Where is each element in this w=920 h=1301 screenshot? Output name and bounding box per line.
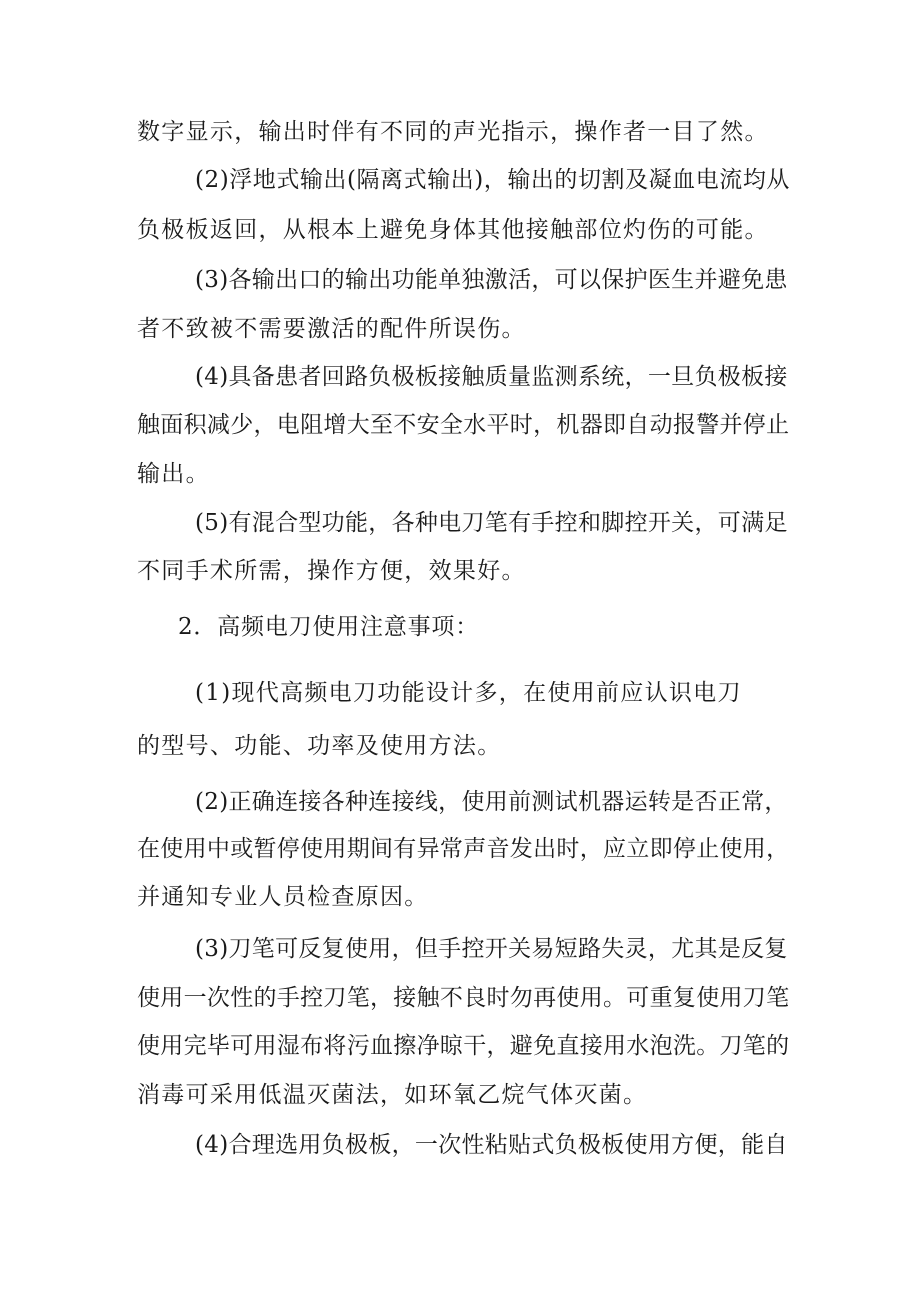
text-line: (2)浮地式输出(隔离式输出)，输出的切割及凝血电流均从 [195,167,790,193]
text-line: (1)现代高频电刀功能设计多，在使用前应认识电刀 [195,680,742,706]
text-line: 不同手术所需，操作方便，效果好。 [137,558,526,584]
text-line: (2)正确连接各种连接线，使用前测试机器运转是否正常， [195,789,788,815]
text-line: (4)合理选用负极板，一次性粘贴式负极板使用方便，能自 [195,1132,788,1158]
text-line: 的型号、功能、功率及使用方法。 [137,733,502,759]
text-line: 在使用中或暂停使用期间有异常声音发出时，应立即停止使用， [137,836,790,862]
text-line: 消毒可采用低温灭菌法，如环氧乙烷气体灭菌。 [137,1082,648,1108]
text-line: 触面积减少，电阻增大至不安全水平时，机器即自动报警并停止 [137,412,790,438]
text-line: (5)有混合型功能，各种电刀笔有手控和脚控开关，可满足 [195,510,788,536]
text-line: 使用一次性的手控刀笔，接触不良时勿再使用。可重复使用刀笔 [137,985,790,1011]
text-line: 数字显示，输出时伴有不同的声光指示，操作者一目了然。 [137,119,769,145]
text-line: 负极板返回，从根本上避免身体其他接触部位灼伤的可能。 [137,217,769,243]
text-line: (3)各输出口的输出功能单独激活，可以保护医生并避免患 [195,267,788,293]
section-heading: 2．高频电刀使用注意事项： [178,614,480,640]
text-line: 并通知专业人员检查原因。 [137,884,429,910]
text-line: 输出。 [137,461,210,487]
text-line: 使用完毕可用湿布将污血擦净晾干，避免直接用水泡洗。刀笔的 [137,1033,790,1059]
text-line: (3)刀笔可反复使用，但手控开关易短路失灵，尤其是反复 [195,936,788,962]
text-line: 者不致被不需要激活的配件所误伤。 [137,316,526,342]
text-line: (4)具备患者回路负极板接触质量监测系统，一旦负极板接 [195,364,788,390]
